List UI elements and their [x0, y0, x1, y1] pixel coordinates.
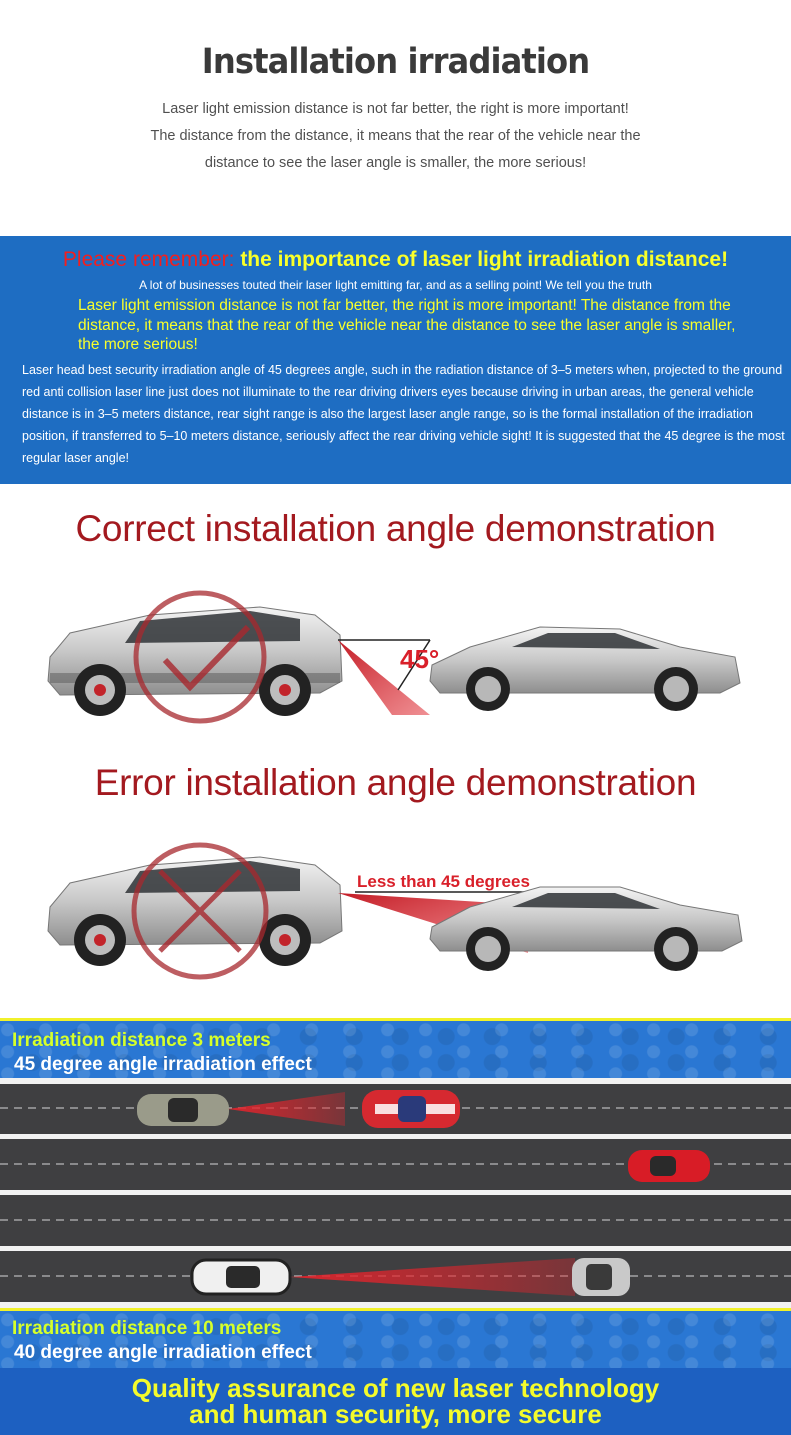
banner-effect-text: 40 degree angle irradiation effect: [14, 1342, 312, 1363]
angle-label: 45°: [400, 644, 440, 674]
car-top-view-icon: [362, 1090, 460, 1128]
car-top-view-icon: [137, 1094, 229, 1126]
footer-line-1: Quality assurance of new laser technology: [131, 1373, 660, 1403]
footer-banner: [0, 1368, 791, 1435]
distance-3m-banner: [0, 1018, 791, 1078]
footer-line-2: and human security, more secure: [189, 1399, 602, 1429]
road-section: [0, 1018, 791, 1418]
correct-demo-title: Correct installation angle demonstration: [75, 508, 716, 549]
intro-section: [0, 0, 791, 236]
intro-text: Laser light emission distance is not far better, the right is more important! The distance from the distance, it means that the rear of the vehicle near the distance to see the laser angle is smaller, the more serious!: [150, 101, 641, 171]
info-panel: [0, 236, 791, 484]
correct-demo-scene: [0, 585, 791, 735]
road-lanes: [0, 1078, 791, 1308]
suv-car-icon: [48, 607, 342, 716]
remember-label: Please remember:: [62, 248, 235, 271]
sedan-car-icon: [430, 887, 742, 971]
sedan-car-icon: [430, 627, 740, 711]
info-body: Laser head best security irradiation angle of 45 degrees angle, such in the radiation distance of 3–5 meters when, projected to the ground red anti collision laser line just does not illuminate to the rear driving drivers eyes because driving in urban areas, the general vehicle distance is in 3–5 meters distance, rear sight range is also the largest laser angle range, so is the formal installation of the irradiation position, if transferred to 5–10 meters distance, seriously affect the rear driving vehicle sight! It is suggested that the 45 degree is the most regular laser angle!: [22, 363, 785, 465]
banner-effect-text: 45 degree angle irradiation effect: [14, 1054, 312, 1075]
info-highlight: Laser light emission distance is not far better, the right is more important! The distance from the distance, it means that the rear of the vehicle near the distance to see the laser angle is smaller, the more serious!: [78, 297, 736, 353]
suv-car-icon: [48, 857, 342, 966]
banner-distance-text: Irradiation distance 3 meters: [12, 1030, 271, 1051]
angle-label: Less than 45 degrees: [357, 872, 530, 891]
banner-distance-text: Irradiation distance 10 meters: [12, 1318, 282, 1339]
info-headline: [0, 248, 791, 272]
car-top-view-icon: [572, 1258, 630, 1296]
page-title: Installation irradiation: [201, 42, 590, 82]
car-top-view-icon: [628, 1150, 710, 1182]
error-demo-scene: [0, 835, 791, 1005]
car-top-view-icon: [192, 1260, 290, 1294]
headline-text: the importance of laser light irradiation distance!: [234, 248, 729, 271]
info-subtitle: A lot of businesses touted their laser light emitting far, and as a selling point! We tell you the truth: [139, 278, 652, 292]
error-demo-title: Error installation angle demonstration: [94, 762, 697, 803]
distance-10m-banner: [0, 1308, 791, 1368]
